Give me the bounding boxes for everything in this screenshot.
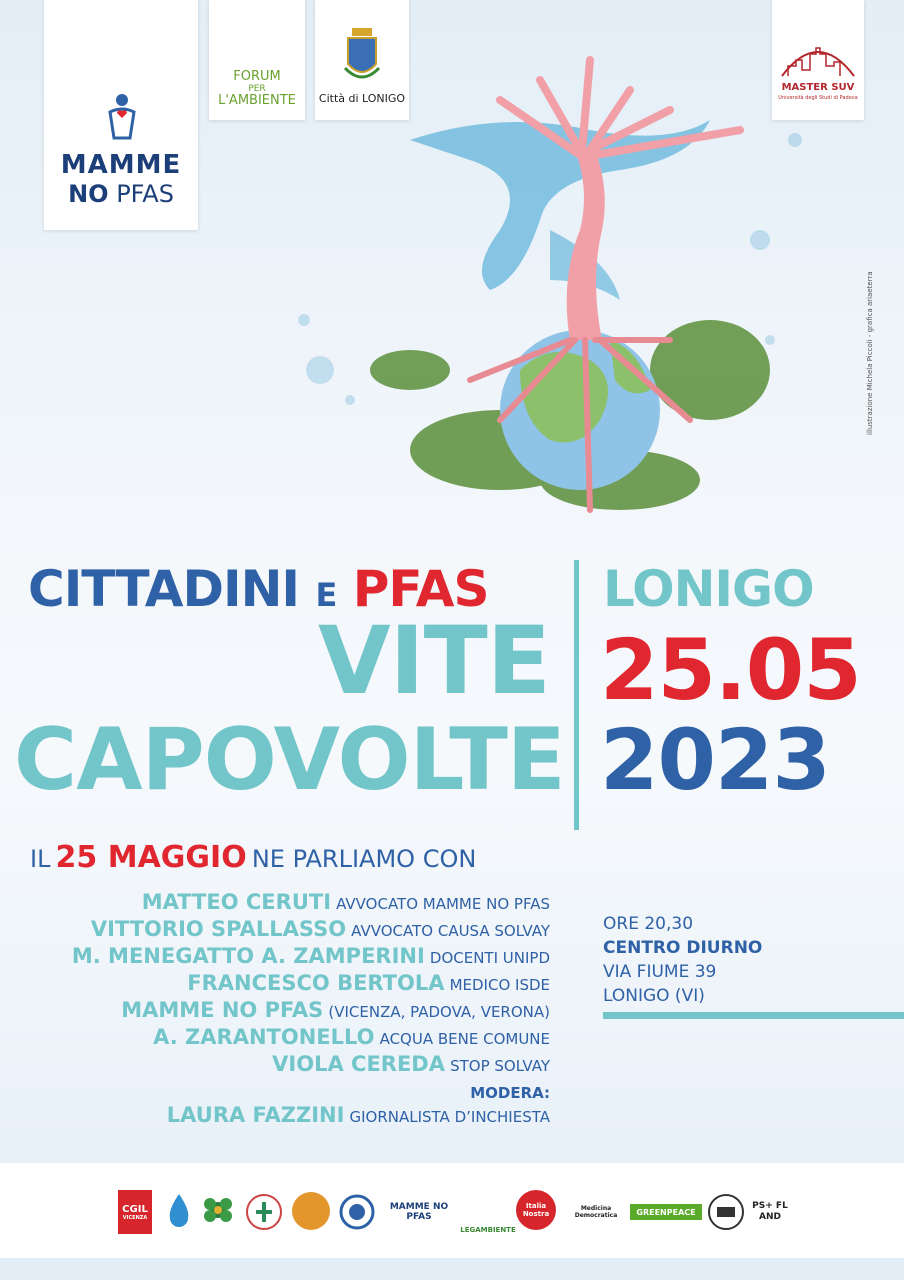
venue-underline bbox=[603, 1012, 904, 1019]
mamme-no-pfas-logo-card bbox=[44, 0, 198, 230]
mamme-logo-line1: MAMME bbox=[60, 150, 182, 180]
speakers-list bbox=[40, 890, 550, 1130]
vertical-divider bbox=[574, 560, 579, 830]
headline-line1: CITTADINI E PFAS bbox=[28, 560, 489, 618]
venue-street: VIA FIUME 39 bbox=[603, 962, 717, 982]
venue-place: CENTRO DIURNO bbox=[603, 938, 763, 958]
water-drop-icon bbox=[164, 1190, 194, 1234]
round-badge-icon bbox=[706, 1192, 746, 1232]
orange-circle-icon bbox=[290, 1190, 332, 1232]
forum-line2: PER bbox=[248, 84, 266, 94]
forum-line3: L'AMBIENTE bbox=[218, 93, 296, 108]
venue-time: ORE 20,30 bbox=[603, 914, 694, 934]
intro-line: IL 25 MAGGIO NE PARLIAMO CON bbox=[30, 840, 477, 875]
speaker-row: M. MENEGATTO A. ZAMPERINI DOCENTI UNIPD bbox=[71, 944, 550, 968]
blue-seal-icon bbox=[338, 1190, 376, 1234]
master-label: MASTER SUV bbox=[781, 82, 855, 93]
forum-line1: FORUM bbox=[233, 69, 281, 84]
italia-nostra-logo: Italia Nostra bbox=[516, 1190, 556, 1230]
mamme-no-pfas-footer-logo: MAMME NO PFAS bbox=[389, 1202, 449, 1222]
event-date: 25.05 bbox=[600, 621, 861, 719]
speaker-row: VIOLA CEREDA STOP SOLVAY bbox=[272, 1052, 550, 1076]
citta-label: Città di LONIGO bbox=[318, 92, 406, 105]
moderator-label: MODERA: bbox=[470, 1084, 550, 1102]
mother-child-icon bbox=[100, 92, 144, 144]
event-city: LONIGO bbox=[603, 560, 814, 618]
tree-globe-illustration bbox=[290, 40, 810, 540]
cgil-logo: CGIL VICENZA bbox=[118, 1190, 152, 1234]
venue-city: LONIGO (VI) bbox=[603, 986, 705, 1006]
speaker-row: FRANCESCO BERTOLA MEDICO ISDE bbox=[187, 971, 550, 995]
speaker-row: MAMME NO PFAS (VICENZA, PADOVA, VERONA) bbox=[121, 998, 550, 1022]
event-year: 2023 bbox=[600, 711, 830, 809]
mamme-logo-line2: NO PFAS bbox=[68, 180, 174, 208]
bottom-strip bbox=[0, 1258, 904, 1280]
speaker-row: A. ZARANTONELLO ACQUA BENE COMUNE bbox=[153, 1025, 550, 1049]
headline-line3: CAPOVOLTE bbox=[14, 710, 565, 810]
medicina-democratica-logo: Medicina Democratica bbox=[574, 1205, 618, 1219]
headline-line2: VITE bbox=[317, 607, 550, 716]
master-sub: Università degli Studi di Padova bbox=[778, 95, 858, 101]
speaker-row: MATTEO CERUTI AVVOCATO MAMME NO PFAS bbox=[141, 890, 550, 914]
psfland-logo: PS+ FL AND bbox=[752, 1201, 788, 1222]
greenpeace-logo: GREENPEACE bbox=[630, 1204, 702, 1220]
moderator-row: LAURA FAZZINI GIORNALISTA D’INCHIESTA bbox=[166, 1103, 550, 1127]
speaker-row: VITTORIO SPALLASSO AVVOCATO CAUSA SOLVAY bbox=[90, 917, 550, 941]
illustration-credit: illustrazione Michela Piccoli - grafica ariaeterra bbox=[866, 271, 874, 435]
legambiente-logo: LEGAMBIENTE bbox=[460, 1226, 516, 1234]
medical-seal-icon bbox=[244, 1192, 284, 1232]
venue-block bbox=[603, 912, 762, 1008]
flower-icon bbox=[200, 1192, 236, 1232]
